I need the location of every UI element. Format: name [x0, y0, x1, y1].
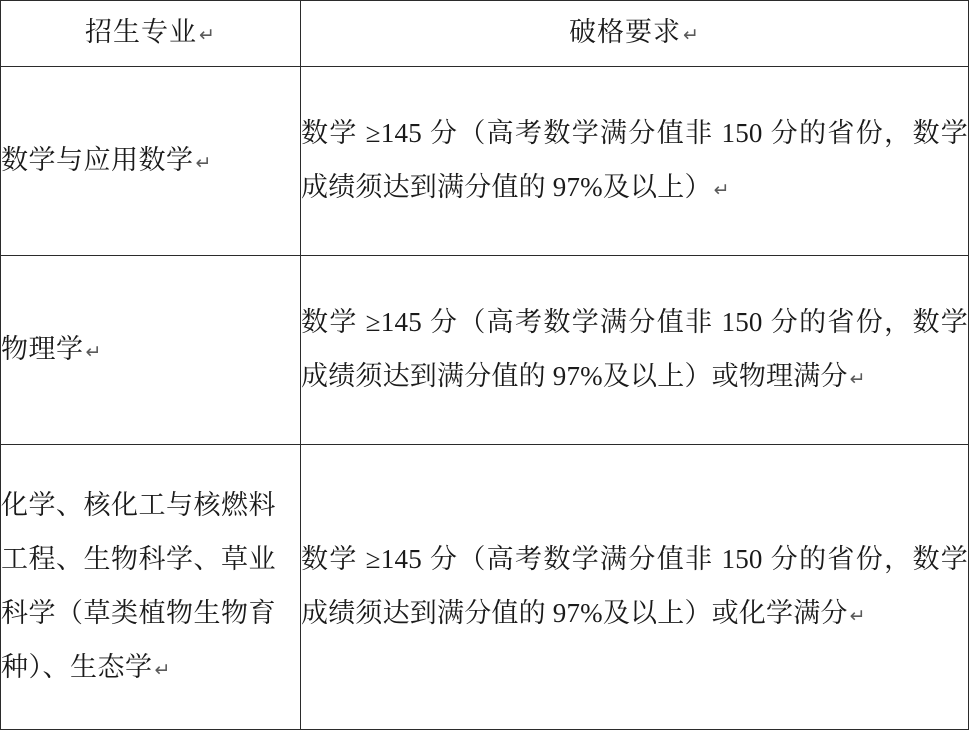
table-row	[1, 67, 969, 256]
paragraph-mark-icon: ↵	[683, 24, 700, 46]
requirement-text: 数学 ≥145 分（高考数学满分值非 150 分的省份，数学成绩须达到满分值的 97%及以上）	[301, 117, 968, 202]
column-header-requirement-text: 破格要求	[569, 17, 682, 47]
major-text: 物理学	[1, 333, 84, 364]
paragraph-mark-icon: ↵	[849, 604, 866, 627]
cell-major-3	[1, 445, 301, 730]
table-body	[1, 67, 969, 730]
column-header-major-text: 招生专业	[85, 17, 198, 47]
paragraph-mark-icon: ↵	[195, 151, 212, 174]
cell-requirement-1	[301, 67, 969, 256]
cell-requirement-2	[301, 256, 969, 445]
major-text: 化学、核化工与核燃料工程、生物科学、草业科学（草类植物生物育种）、生态学	[1, 489, 276, 682]
paragraph-mark-icon: ↵	[154, 658, 171, 681]
major-text: 数学与应用数学	[1, 144, 194, 175]
requirement-text: 数学 ≥145 分（高考数学满分值非 150 分的省份，数学成绩须达到满分值的 97%及以上）或物理满分	[301, 306, 968, 391]
requirement-text: 数学 ≥145 分（高考数学满分值非 150 分的省份，数学成绩须达到满分值的 97%及以上）或化学满分	[301, 543, 968, 628]
cell-requirement-3	[301, 445, 969, 730]
paragraph-mark-icon: ↵	[849, 367, 866, 390]
paragraph-mark-icon: ↵	[199, 24, 216, 46]
cell-major-1	[1, 67, 301, 256]
table-row	[1, 256, 969, 445]
column-header-major	[1, 1, 301, 67]
paragraph-mark-icon: ↵	[85, 340, 102, 363]
cell-major-2	[1, 256, 301, 445]
table-header-row	[1, 1, 969, 67]
table-header	[1, 1, 969, 67]
paragraph-mark-icon: ↵	[713, 178, 730, 201]
table-row	[1, 445, 969, 730]
column-header-requirement	[301, 1, 969, 67]
